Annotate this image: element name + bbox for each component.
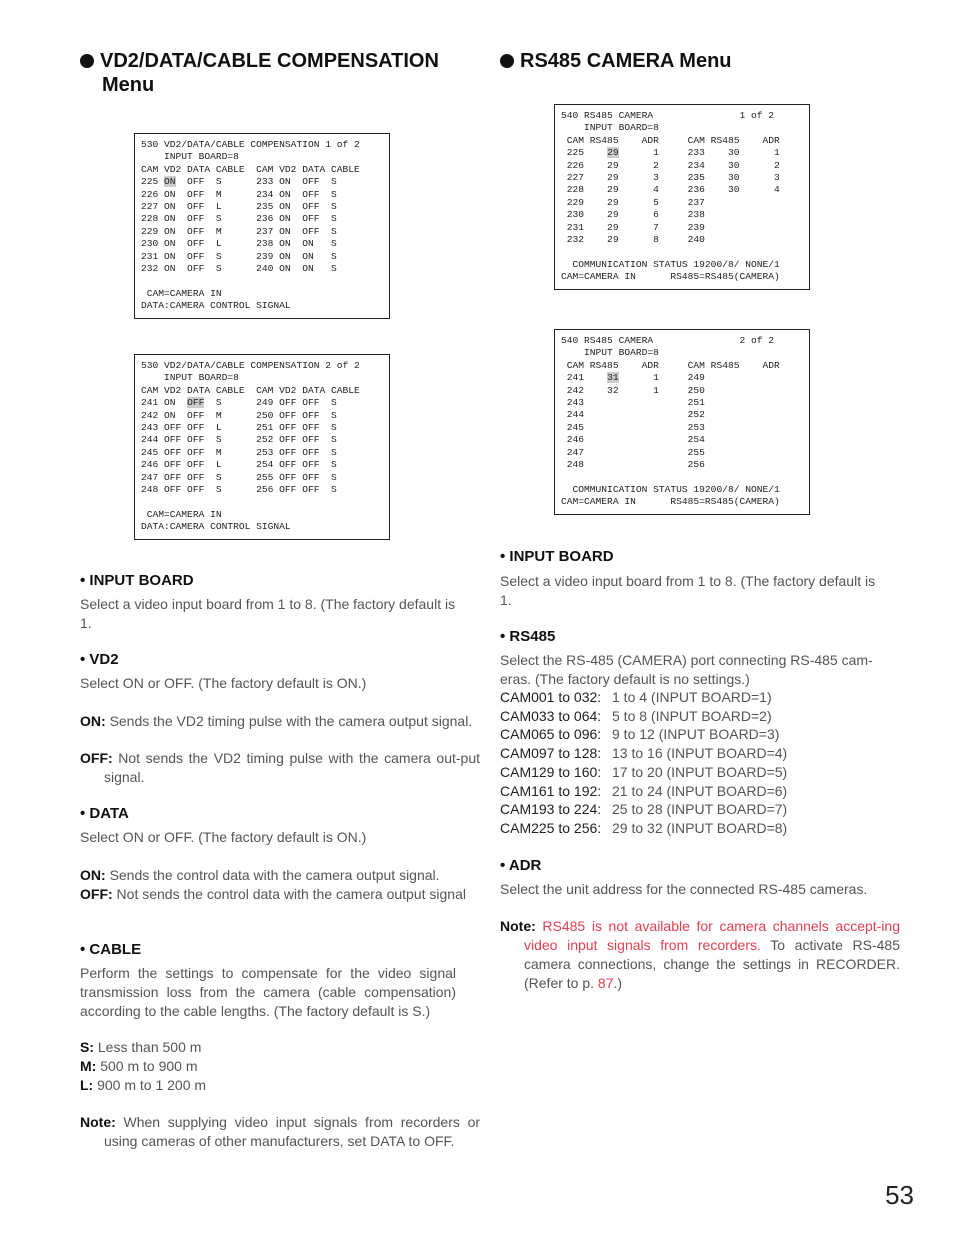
vd2-menu-screen-1	[134, 133, 390, 319]
cam-range-key: CAM225 to 256:	[500, 819, 602, 836]
cam-range-row	[500, 782, 876, 801]
cam-range-row	[500, 707, 876, 726]
screen-line: 247 255	[561, 446, 705, 458]
screen-line: DATA:CAMERA CONTROL SIGNAL	[141, 300, 291, 312]
vd2-title: • VD2	[80, 651, 119, 668]
screen-line: 226 ON OFF M 234 ON OFF S	[141, 188, 337, 200]
rs-input-board-title: • INPUT BOARD	[500, 548, 614, 565]
screen-line: 530 VD2/DATA/CABLE COMPENSATION 2 of 2	[141, 360, 360, 371]
screen-line: 244 252	[561, 409, 705, 421]
cam-range-row	[500, 688, 876, 707]
screen-line: 228 ON OFF S 236 ON OFF S	[141, 213, 337, 225]
screen-line: CAM=CAMERA IN RS485=RS485(CAMERA)	[561, 496, 780, 508]
cam-range-row	[500, 819, 876, 838]
screen-line: 230 ON OFF L 238 ON ON S	[141, 238, 337, 250]
screen-line: 231 29 7 239	[561, 221, 705, 233]
bullet-dot-icon	[500, 54, 514, 68]
screen-line: INPUT BOARD=8	[141, 372, 239, 384]
screen-line: CAM=CAMERA IN	[141, 287, 222, 299]
left-heading: VD2/DATA/CABLE COMPENSATION Menu	[80, 49, 439, 97]
screen-line: 232 29 8 240	[561, 233, 705, 245]
cable-m-item: M: 500 m to 900 m	[80, 1058, 198, 1074]
screen-line: 246 OFF OFF L 254 OFF OFF S	[141, 459, 337, 471]
right-heading: RS485 CAMERA Menu	[500, 49, 732, 73]
screen-line: 248 OFF OFF S 256 OFF OFF S	[141, 483, 337, 495]
cam-range-key: CAM033 to 064:	[500, 707, 602, 724]
screen-line: 227 ON OFF L 235 ON OFF S	[141, 200, 337, 212]
screen-line: 241 ON OFF S 249 OFF OFF S	[141, 397, 337, 409]
screen-line: 229 29 5 237	[561, 196, 705, 208]
rs485-menu-screen-1	[554, 104, 810, 290]
cam-range-row	[500, 763, 876, 782]
cam-range-row	[500, 800, 876, 819]
screen-line	[561, 246, 803, 258]
rs485-menu-screen-2	[554, 329, 810, 515]
screen-line: 232 ON OFF S 240 ON ON S	[141, 262, 337, 274]
cable-text: Perform the settings to compensate for the video signal transmission loss from the camera (cable compensation) according to the cable lengths. (The factory default is S.)	[80, 965, 456, 1019]
screen-line: 244 OFF OFF S 252 OFF OFF S	[141, 434, 337, 446]
cam-range-key: CAM161 to 192:	[500, 782, 602, 799]
screen-line: 530 VD2/DATA/CABLE COMPENSATION 1 of 2	[141, 139, 360, 150]
screen-line: 229 ON OFF M 237 ON OFF S	[141, 225, 337, 237]
cam-range-key: CAM193 to 224:	[500, 801, 602, 818]
cam-range-row	[500, 725, 876, 744]
screen-line: 245 253	[561, 421, 705, 433]
screen-line: COMMUNICATION STATUS 19200/8/ NONE/1	[561, 483, 780, 495]
screen-line: 225 ON OFF S 233 ON OFF S	[141, 176, 337, 188]
screen-line: DATA:CAMERA CONTROL SIGNAL	[141, 521, 291, 533]
left-note: Note: When supplying video input signals from recorders or using cameras of other manufacturers, set DATA to OFF.	[80, 1114, 481, 1149]
cable-title: • CABLE	[80, 941, 142, 958]
cam-range-value: 13 to 16 (INPUT BOARD=4)	[612, 745, 788, 762]
cam-range-row	[500, 744, 876, 763]
screen-line: 225 29 1 233 30 1	[561, 147, 780, 159]
screen-line	[141, 275, 383, 287]
cam-range-value: 29 to 32 (INPUT BOARD=8)	[612, 819, 788, 836]
screen-line: 242 ON OFF M 250 OFF OFF S	[141, 409, 337, 421]
page-number: 53	[885, 1180, 914, 1210]
cam-range-value: 17 to 20 (INPUT BOARD=5)	[612, 763, 788, 780]
screen-line: COMMUNICATION STATUS 19200/8/ NONE/1	[561, 258, 780, 270]
data-title: • DATA	[80, 805, 129, 822]
screen-line: 243 251	[561, 396, 705, 408]
cam-range-key: CAM129 to 160:	[500, 763, 602, 780]
vd2-on-item: ON: Sends the VD2 timing pulse with the camera output signal.	[80, 713, 473, 729]
screen-line: 243 OFF OFF L 251 OFF OFF S	[141, 421, 337, 433]
screen-line: 247 OFF OFF S 255 OFF OFF S	[141, 471, 337, 483]
vd2-text: Select ON or OFF. (The factory default is ON.)	[80, 675, 367, 691]
screen-line: 227 29 3 235 30 3	[561, 171, 780, 183]
data-off-item: OFF: Not sends the control data with the camera output signal	[80, 886, 466, 902]
screen-line: CAM RS485 ADR CAM RS485 ADR	[561, 359, 780, 371]
cam-range-table	[500, 688, 876, 838]
cable-l-item: L: 900 m to 1 200 m	[80, 1077, 207, 1093]
screen-line: 241 31 1 249	[561, 372, 705, 384]
cam-range-value: 9 to 12 (INPUT BOARD=3)	[612, 726, 780, 743]
rs-input-board-text: Select a video input board from 1 to 8. (The factory default is 1.	[500, 573, 876, 608]
data-on-item: ON: Sends the control data with the camera output signal.	[80, 867, 440, 883]
cable-s-item: S: Less than 500 m	[80, 1039, 202, 1055]
cam-range-key: CAM065 to 096:	[500, 726, 602, 743]
cam-range-value: 1 to 4 (INPUT BOARD=1)	[612, 689, 772, 705]
screen-line: 540 RS485 CAMERA 2 of 2	[561, 335, 775, 346]
screen-line: INPUT BOARD=8	[141, 151, 239, 163]
adr-text: Select the unit address for the connected RS-485 cameras.	[500, 881, 868, 897]
adr-title: • ADR	[500, 857, 542, 874]
input-board-title: • INPUT BOARD	[80, 572, 194, 589]
screen-line: INPUT BOARD=8	[561, 122, 659, 134]
data-text: Select ON or OFF. (The factory default is ON.)	[80, 829, 367, 845]
screen-line: 540 RS485 CAMERA 1 of 2	[561, 110, 775, 121]
rs485-title: • RS485	[500, 628, 556, 645]
vd2-menu-screen-2	[134, 354, 390, 540]
screen-line: CAM VD2 DATA CABLE CAM VD2 DATA CABLE	[141, 163, 360, 175]
input-board-text: Select a video input board from 1 to 8. (The factory default is 1.	[80, 596, 456, 631]
bullet-dot-icon	[80, 54, 94, 68]
screen-line: 248 256	[561, 458, 705, 470]
cam-range-value: 5 to 8 (INPUT BOARD=2)	[612, 707, 772, 724]
screen-line: 231 ON OFF S 239 ON ON S	[141, 250, 337, 262]
cam-range-value: 25 to 28 (INPUT BOARD=7)	[612, 801, 788, 818]
cam-range-key: CAM001 to 032:	[500, 689, 602, 705]
cam-range-key: CAM097 to 128:	[500, 745, 602, 762]
screen-line: 246 254	[561, 434, 705, 446]
vd2-off-item: OFF: Not sends the VD2 timing pulse with the camera out-put signal.	[80, 750, 480, 785]
screen-line: 245 OFF OFF M 253 OFF OFF S	[141, 446, 337, 458]
screen-line: 226 29 2 234 30 2	[561, 159, 780, 171]
right-note: Note: RS485 is not available for camera channels accept-ing video input signals from recorders. To activate RS-485 camera connections, change the settings in RECORDER. (Refer to p. 87.)	[500, 918, 901, 991]
screen-line: CAM=CAMERA IN RS485=RS485(CAMERA)	[561, 271, 780, 283]
screen-line: 228 29 4 236 30 4	[561, 184, 780, 196]
screen-line: CAM VD2 DATA CABLE CAM VD2 DATA CABLE	[141, 384, 360, 396]
screen-line	[561, 471, 803, 483]
screen-line: CAM RS485 ADR CAM RS485 ADR	[561, 134, 780, 146]
screen-line: 230 29 6 238	[561, 209, 705, 221]
screen-line: 242 32 1 250	[561, 384, 705, 396]
rs485-text: Select the RS-485 (CAMERA) port connecting RS-485 cam-eras. (The factory default is no settings.)	[500, 652, 873, 687]
screen-line: CAM=CAMERA IN	[141, 508, 222, 520]
screen-line: INPUT BOARD=8	[561, 347, 659, 359]
cam-range-value: 21 to 24 (INPUT BOARD=6)	[612, 782, 788, 799]
screen-line	[141, 496, 383, 508]
